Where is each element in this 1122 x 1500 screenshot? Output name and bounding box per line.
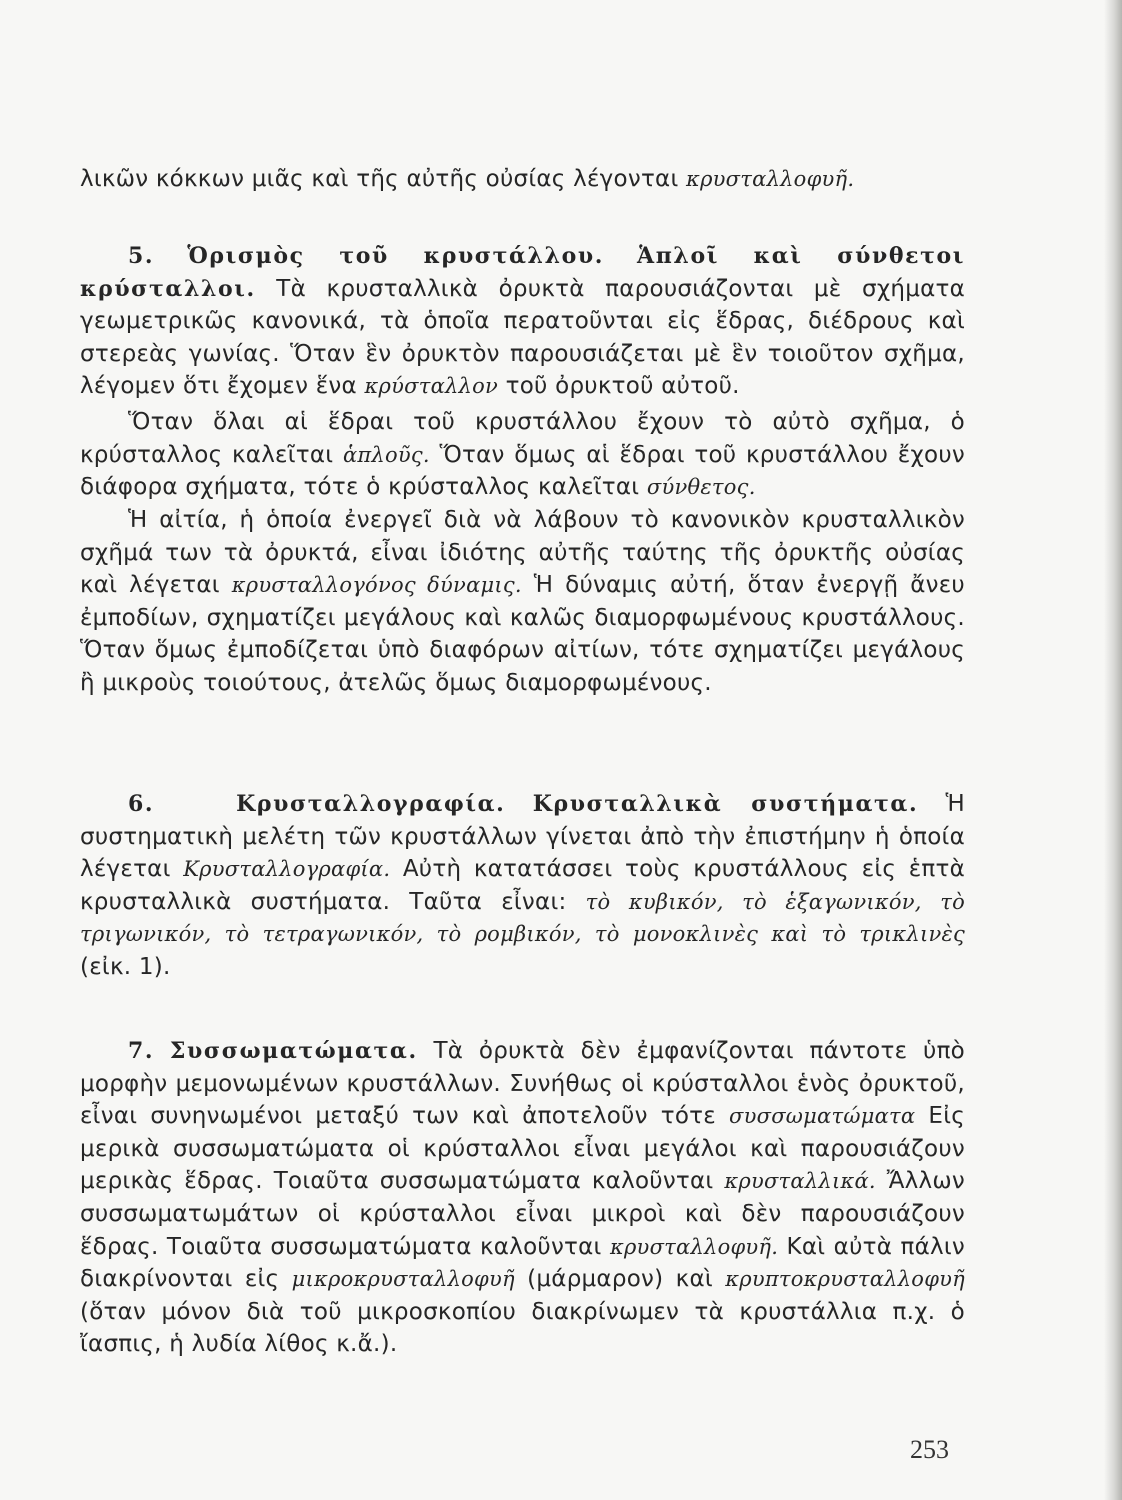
section-6-term-krystallografia: Κρυσταλλογραφία. [183,857,391,882]
section-7-number: 7. [128,1038,155,1064]
section-6-number: 6. [128,791,155,817]
section-7-term-syssomatomata: συσσωματώματα [729,1104,916,1129]
section-5-p3-text-a: Ἡ αἰτία, ἡ ὁποία ἐνεργεῖ διὰ νὰ λάβουν τὸ κανονικὸν κρυσταλλικὸν σχῆμά των τὰ ὀρυκτά, εἶναι ἰδιότης αὐτῆς ταύτης τῆς ὀρυκτῆς οὐσίας καὶ λέγεται [80,507,965,599]
section-5-paragraph-3 [80,504,965,700]
section-5-paragraph-2 [80,406,965,504]
section-6-paragraph [80,788,965,984]
section-5-heading-2: Ἁπλοῖ καὶ σύνθετοι κρύσταλλοι. [80,243,965,302]
section-7-paragraph [80,1035,965,1361]
section-6-heading-2: Κρυσταλλικὰ συστήματα. [532,791,919,817]
section-5-text-a: Τὰ κρυσταλλικὰ ὀρυκτὰ παρουσιάζονται μὲ σχήματα γεωμετρικῶς κανονικά, τὰ ὁποῖα περατοῦνται εἰς ἕδρας, διέδρους καὶ στερεὰς γωνίας. Ὅταν ἓν ὀρυκτὸν παρουσιάζεται μὲ ἓν τοιοῦτον σχῆμα, λέγομεν ὅτι ἔχομεν ἕνα [80,275,965,400]
section-7-text-e: (μάρμαρον) καὶ [514,1266,726,1293]
section-5-p2-text-b: Ὅταν ὅμως αἱ ἕδραι τοῦ κρυστάλλου ἔχουν διάφορα σχήματα, τότε ὁ κρύσταλλος καλεῖται [80,441,965,501]
section-6-text-b: Αὐτὴ κατατάσσει τοὺς κρυστάλλους εἰς ἑπτὰ κρυσταλλικὰ συστήματα. Ταῦτα εἶναι: [80,856,965,915]
section-5-paragraph [80,240,965,403]
section-5-p2-text-a: Ὅταν ὅλαι αἱ ἕδραι τοῦ κρυστάλλου ἔχουν τὸ αὐτὸ σχῆμα, ὁ κρύσταλλος καλεῖται [80,409,965,468]
section-6-term-systems: τὸ κυβικόν, τὸ ἑξαγωνικόν, τὸ τριγωνικόν, τὸ τετραγωνικόν, τὸ ρομβικόν, τὸ μονοκλινὲς καὶ τὸ τρικλινὲς [80,889,965,947]
intro-text: λικῶν κόκκων μιᾶς καὶ τῆς αὐτῆς οὐσίας λέγονται [80,166,687,192]
section-5-p3-text-b: Ἡ δύναμις αὐτή, ὅταν ἐνεργῇ ἄνευ ἐμποδίων, σχηματίζει μεγάλους καὶ καλῶς διαμορφωμένους κρυστάλλους. Ὅταν ὅμως ἐμποδίζεται ὑπὸ διαφόρων αἰτίων, τότε σχηματίζει μεγάλους ἢ μικροὺς τοιούτους, ἀτελῶς ὅμως διαμορφωμένους. [80,572,965,696]
section-7-term-kryptokrystallofyi: κρυπτοκρυσταλλοφυῆ [725,1267,965,1292]
page-edge-shadow [1104,0,1122,1500]
section-5-number: 5. [128,243,155,269]
section-7-text-d: Καὶ αὐτὰ πάλιν διακρίνονται εἰς [80,1233,965,1293]
section-7-text-b: Εἰς μερικὰ συσσωματώματα οἱ κρύσταλλοι εἶναι μεγάλοι καὶ παρουσιάζουν μερικὰς ἕδρας. Τοιαῦτα συσσωματώματα καλοῦνται [80,1103,965,1195]
section-6-heading-1: Κρυσταλλογραφία. [236,791,506,817]
section-7-text-a: Τὰ ὀρυκτὰ δὲν ἐμφανίζονται πάντοτε ὑπὸ μορφὴν μεμονωμένων κρυστάλλων. Συνήθως οἱ κρύσταλλοι ἑνὸς ὀρυκτοῦ, εἶναι συνηνωμένοι μεταξύ των καὶ ἀποτελοῦν τότε [80,1038,965,1130]
intro-term: κρυσταλλοφυῆ. [686,167,855,191]
page-number: 253 [910,1435,949,1464]
section-7-term-mikrokrystallofyi: μικροκρυσταλλοφυῆ [291,1267,515,1292]
section-7-term-krystallofyi: κρυσταλλοφυῆ. [609,1234,779,1259]
section-6-text-a: Ἡ συστηματικὴ μελέτη τῶν κρυστάλλων γίνεται ἀπὸ τὴν ἐπιστήμην ἡ ὁποία λέγεται [80,791,966,883]
section-5-term-aplous: ἁπλοῦς. [342,442,430,467]
section-5-text-b: τοῦ ὀρυκτοῦ αὐτοῦ. [498,373,740,400]
section-7-text-c: Ἄλλων συσσωματωμάτων οἱ κρύσταλλοι εἶναι μικροὶ καὶ δὲν παρουσιάζουν ἕδρας. Τοιαῦτα συσσωματώματα καλοῦνται [80,1168,965,1260]
section-5-term-synthetos: σύνθετος. [646,475,756,500]
section-7-text-f: (ὅταν μόνον διὰ τοῦ μικροσκοπίου διακρίνωμεν τὰ κρυστάλλια π.χ. ὁ ἴασπις, ἡ λυδία λίθος κ.ἄ.). [80,1298,965,1358]
section-5-term-krystallon: κρύσταλλον [364,374,499,399]
section-7-heading-1: Συσσωματώματα. [169,1038,418,1064]
section-5-heading-1: Ὁρισμὸς τοῦ κρυστάλλου. [187,243,605,269]
section-7-term-krystallika: κρυσταλλικά. [724,1169,876,1194]
section-5-term-dynamis: κρυσταλλογόνος δύναμις. [231,573,522,598]
section-6-text-c: (εἰκ. 1). [80,953,171,980]
intro-line [80,163,965,196]
